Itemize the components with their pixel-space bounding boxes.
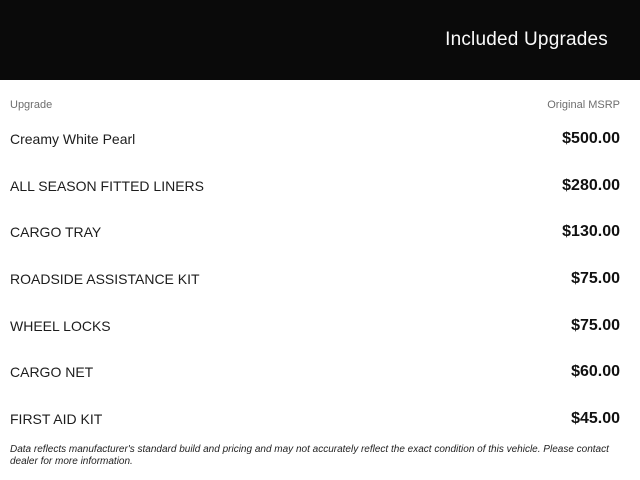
upgrade-price: $280.00	[562, 176, 620, 194]
column-header-msrp: Original MSRP	[547, 99, 620, 111]
page-title: Included Upgrades	[445, 29, 608, 50]
disclaimer-text: Data reflects manufacturer's standard build and pricing and may not accurately reflect the exact condition of this vehicle. Please contact dealer for more information.	[10, 444, 609, 468]
upgrade-price: $130.00	[562, 223, 620, 241]
table-row	[10, 116, 620, 163]
table-row	[10, 209, 620, 256]
table-row	[10, 302, 620, 349]
column-header-row	[10, 98, 620, 112]
table-row	[10, 163, 620, 210]
upgrades-table	[0, 98, 640, 442]
upgrade-name: CARGO NET	[10, 364, 94, 381]
upgrade-name: FIRST AID KIT	[10, 410, 103, 427]
table-row	[10, 256, 620, 303]
upgrade-price: $60.00	[571, 363, 620, 381]
upgrade-price: $45.00	[571, 409, 620, 427]
upgrade-name: ALL SEASON FITTED LINERS	[10, 177, 204, 194]
upgrade-name: WHEEL LOCKS	[10, 317, 111, 334]
column-header-upgrade: Upgrade	[10, 99, 53, 111]
upgrade-name: ROADSIDE ASSISTANCE KIT	[10, 271, 200, 288]
upgrade-price: $75.00	[571, 270, 620, 288]
header-banner	[0, 0, 640, 80]
upgrades-list	[10, 116, 620, 442]
table-row	[10, 396, 620, 443]
upgrade-price: $500.00	[562, 130, 620, 148]
upgrade-price: $75.00	[571, 316, 620, 334]
upgrade-name: CARGO TRAY	[10, 224, 102, 241]
table-row	[10, 349, 620, 396]
upgrade-name: Creamy White Pearl	[10, 131, 136, 148]
